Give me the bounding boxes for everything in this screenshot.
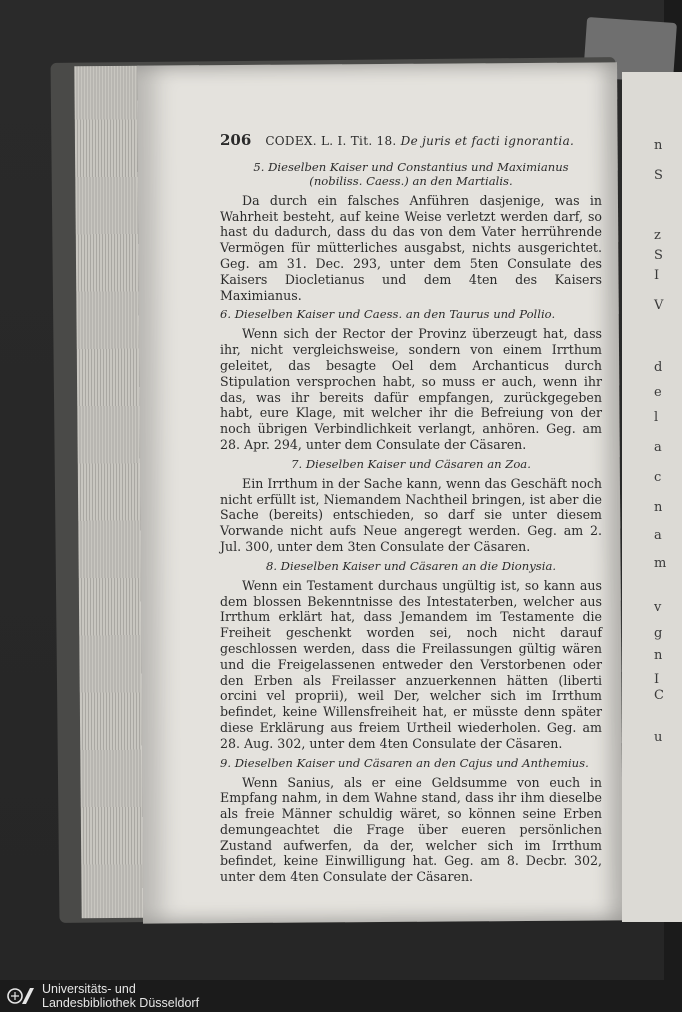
page-number: 206 — [220, 131, 252, 149]
section-text: Wenn Sanius, als er eine Geldsumme von euch in Empfang nahm, in dem Wahne stand, dass ihr ihm dieselbe als freie Männer schuldig wäret, so können seine Erben demungeachtet die Frage über eueren persönlichen Zustand aufwerfen, da der, welcher sich im Irrthum befindet, keine Einwilligung hat. Geg. am 8. Decbr. 302, unter dem 4ten Consulate der Cäsaren. — [220, 774, 602, 885]
facing-page-fragment: n — [654, 648, 663, 663]
section-heading: 9. Dieselben Kaiser und Cäsaren an den Cajus und Anthemius. — [220, 755, 589, 770]
facing-page-fragment: m — [654, 556, 667, 571]
page-edges — [74, 66, 146, 919]
section-heading: 5. Dieselben Kaiser und Constantius und Maximianus (nobiliss. Caess.) an den Martialis. — [253, 159, 569, 188]
section-heading: 6. Dieselben Kaiser und Caess. an den Taurus und Pollio. — [220, 307, 556, 322]
facing-page-fragment: z — [654, 228, 661, 243]
facing-page-fragment: V — [654, 298, 664, 313]
section-heading: 8. Dieselben Kaiser und Cäsaren an die Dionysia. — [265, 558, 557, 573]
facing-page-fragment: v — [654, 600, 662, 615]
facing-page-fragment: I — [654, 268, 660, 283]
running-header — [220, 133, 602, 150]
facing-page-fragment: g — [654, 626, 663, 641]
section-text: Wenn ein Testament durchaus ungültig ist, so kann aus dem blossen Bekenntnisse des Intestaterben, welcher aus Irrthum erklärt hat, dass Jemandem im Testamente die Freiheit geschenkt worden sei, noch nicht darauf geschlossen werden, dass die Freilassungen gültig wären und die Freigelassenen entweder den Verstorbenen oder den Erben als Freilasser anzuerkennen hätten (liberti orcini vel proprii), weil Der, welcher sich im Irrthum befindet, keine Willensfreiheit hat, er müsste denn später diese Erklärung aus freiem Urtheil wiederholen. Geg. am 28. Aug. 302, unter dem 4ten Consulate der Cäsaren. — [220, 577, 602, 751]
section-6 — [220, 307, 602, 452]
facing-page-fragment: a — [654, 528, 662, 543]
facing-page-fragment: a — [654, 440, 662, 455]
facing-page-fragment: S — [654, 248, 663, 263]
facing-page-fragment: C — [654, 688, 664, 703]
page-content — [220, 133, 602, 889]
facing-page-fragment: u — [654, 730, 663, 745]
section-5 — [220, 160, 602, 304]
facing-page — [622, 72, 682, 922]
facing-page-fragment: l — [654, 410, 659, 425]
facing-page-fragment: I — [654, 672, 660, 687]
section-text: Ein Irrthum in der Sache kann, wenn das Geschäft noch nicht erfüllt ist, Niemandem Nachtheil bringen, ist aber die Sache (bereits) entschieden, so darf sie unter diesem Vorwande nicht aufs Neue angeregt werden. Geg. am 2. Jul. 300, unter dem 3ten Consulate der Cäsaren. — [220, 475, 602, 554]
facing-page-fragment: n — [654, 138, 663, 153]
section-7 — [220, 457, 602, 555]
running-head-prefix: CODEX. L. I. Tit. 18. — [265, 134, 397, 148]
facing-page-fragment: c — [654, 470, 662, 485]
facing-page-fragment: n — [654, 500, 663, 515]
library-footer — [0, 980, 664, 1012]
section-text: Da durch ein falsches Anführen dasjenige, was in Wahrheit besteht, auf keine Weise verletzt werden darf, so hast du dadurch, dass du das von dem Vater herrührende Vermögen für mütterliches ausgabst, nichts ausgerichtet. Geg. am 31. Dec. 293, unter dem 5ten Consulate des Kaisers Diocletianus und dem 4ten des Kaisers Maximianus. — [220, 192, 602, 303]
library-logo-icon — [6, 984, 36, 1008]
section-8 — [220, 559, 602, 752]
facing-page-fragment: e — [654, 385, 662, 400]
facing-page-fragment: d — [654, 360, 663, 375]
running-head-title: De juris et facti ignorantia. — [400, 134, 575, 148]
section-text: Wenn sich der Rector der Provinz überzeugt hat, dass ihr, nicht vergleichsweise, sondern von einem Irrthum geleitet, das besagte Oel dem Archanticus durch Stipulation versprochen habt, so muss er auch, wenn ihr das, was ihr bereits dafür empfangen, zurückgegeben habt, eure Klage, mit welcher ihr die Befreiung von der noch übrigen Verbindlichkeit verlangt, anhören. Geg. am 28. Apr. 294, unter dem Consulate der Cäsaren. — [220, 326, 602, 452]
section-9 — [220, 756, 602, 886]
section-heading: 7. Dieselben Kaiser und Cäsaren an Zoa. — [291, 456, 531, 471]
facing-page-fragment: S — [654, 168, 663, 183]
library-name: Universitäts- und Landesbibliothek Düsseldorf — [42, 982, 200, 1010]
